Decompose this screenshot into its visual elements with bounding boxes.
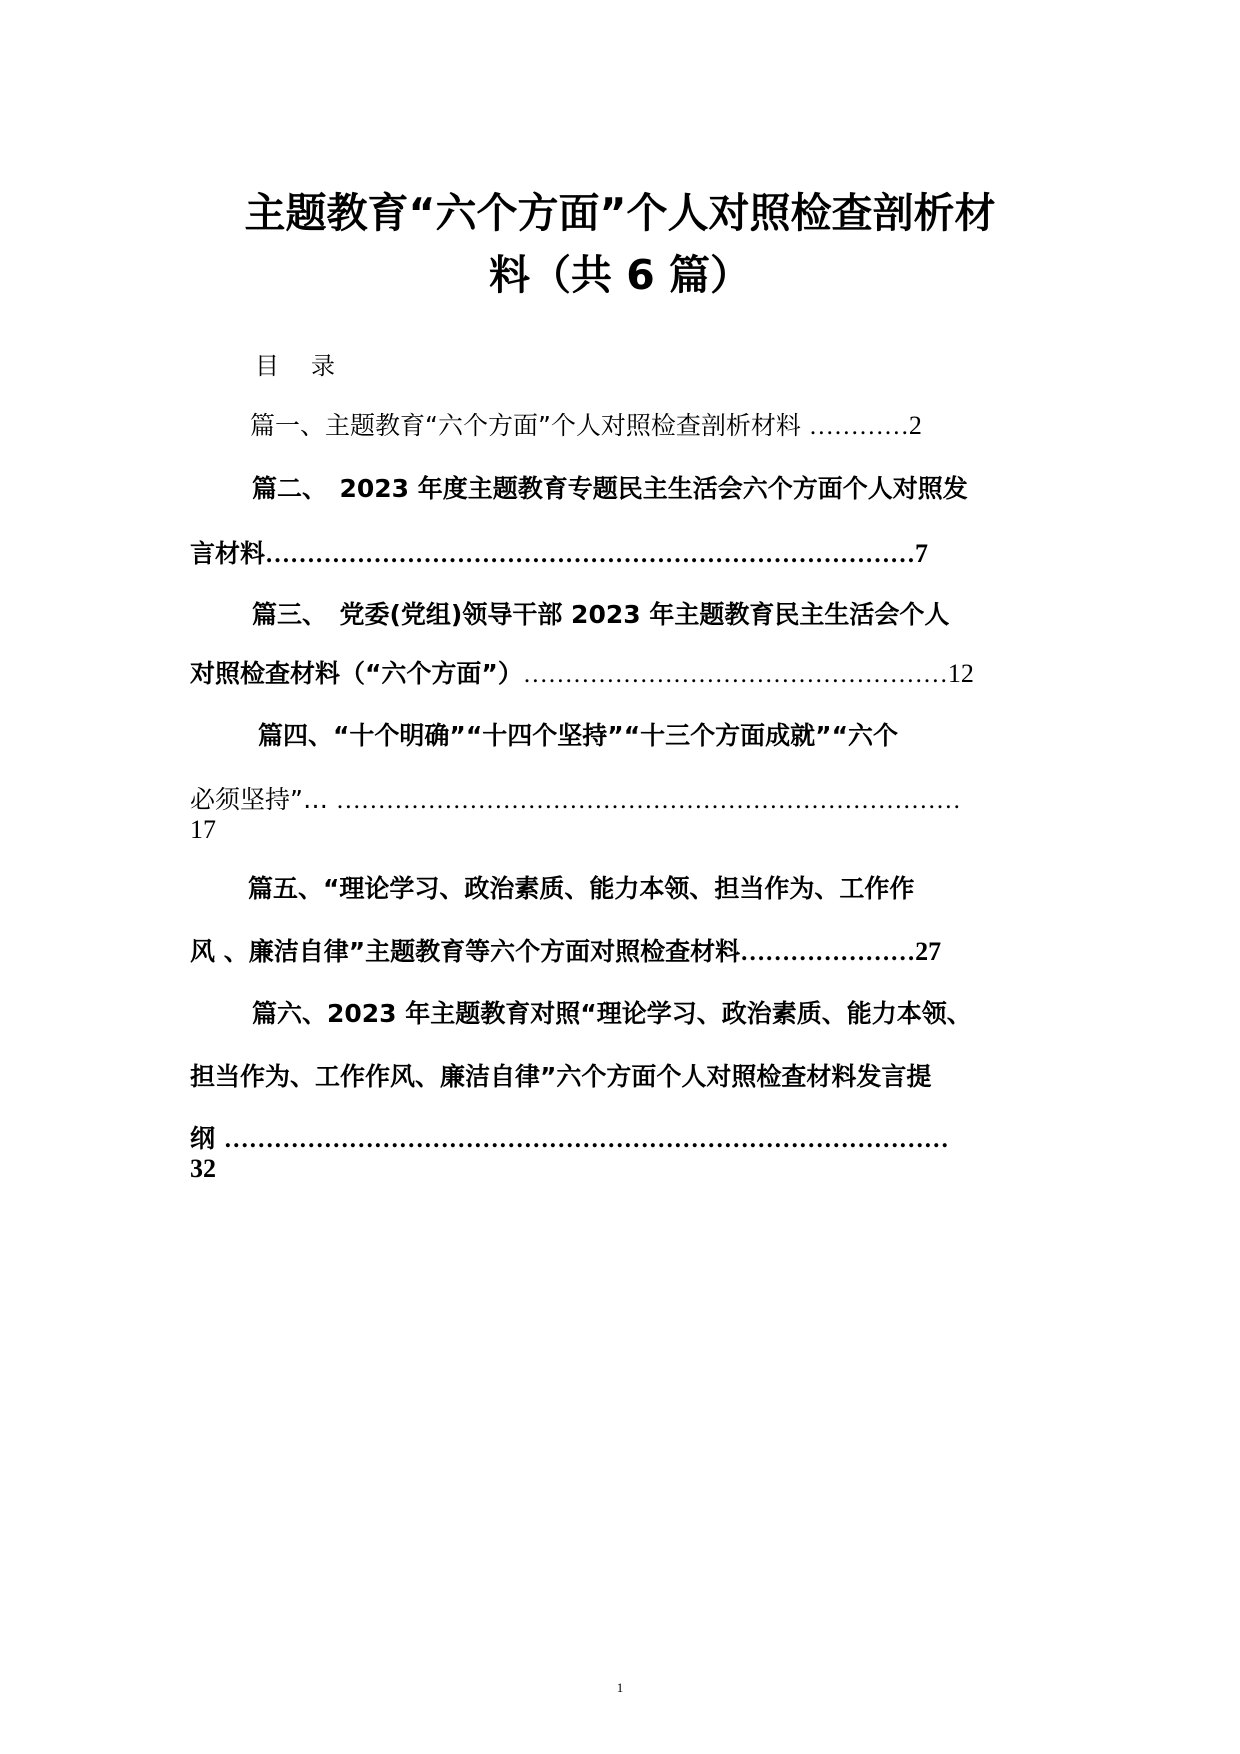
toc-entry-3-text: 对照检查材料（“六个方面”） (190, 659, 523, 688)
toc-entry-3-page: 12 (947, 659, 974, 688)
toc-entry-5-dots: ………………… (740, 939, 916, 966)
toc-entry-4-text: 必须坚持”… (190, 785, 336, 814)
toc-entry-4-page[interactable]: 17 (190, 815, 216, 844)
toc-entry-5-line-2[interactable] (190, 937, 941, 968)
toc-entry-6-line-1[interactable]: 篇六、2023 年主题教育对照“理论学习、政治素质、能力本领、 (252, 999, 972, 1028)
toc-entry-2-page: 7 (915, 539, 929, 568)
toc-entry-1-dots: ………… (808, 413, 909, 440)
title-line-1: 主题教育“六个方面”个人对照检查剖析材 (244, 189, 996, 237)
toc-entry-5-text: 风 、廉洁自律”主题教育等六个方面对照检查材料 (190, 937, 741, 966)
toc-entry-4-line-2[interactable] (190, 785, 961, 816)
toc-entry-5-line-1[interactable]: 篇五、“理论学习、政治素质、能力本领、担当作为、工作作 (248, 874, 915, 903)
toc-entry-1[interactable] (250, 411, 922, 442)
toc-entry-2-line-1[interactable]: 篇二、 2023 年度主题教育专题民主生活会六个方面个人对照发 (252, 474, 968, 503)
toc-entry-6-line-2[interactable]: 担当作为、工作作风、廉洁自律”六个方面个人对照检查材料发言提 (190, 1062, 932, 1091)
toc-entry-3-dots: …………………………………………… (522, 661, 948, 688)
page-number: 1 (616, 1680, 624, 1695)
title-line-2: 料（共 6 篇） (488, 251, 752, 299)
document-title (170, 182, 1070, 306)
toc-entry-6-dots: …………………………………………………………………………… (223, 1126, 949, 1153)
toc-entry-2-line-2[interactable] (190, 539, 928, 570)
toc-entry-6-text: 纲 (190, 1124, 224, 1153)
toc-entry-2-dots: …………………………………………………………………… (265, 541, 916, 568)
toc-entry-2-text: 言材料 (190, 539, 266, 568)
toc-heading: 目录 (255, 352, 367, 380)
toc-entry-4-line-1[interactable]: 篇四、“十个明确”“十四个坚持”“十三个方面成就”“六个 (258, 721, 899, 750)
toc-entry-5-page: 27 (915, 937, 942, 966)
toc-entry-4-dots: ………………………………………………………………… (335, 787, 961, 814)
toc-entry-1-text: 篇一、主题教育“六个方面”个人对照检查剖析材料 (250, 411, 801, 440)
toc-entry-3-line-1[interactable]: 篇三、 党委(党组)领导干部 2023 年主题教育民主生活会个人 (252, 600, 950, 629)
toc-entry-6-page[interactable]: 32 (190, 1154, 216, 1183)
toc-entry-3-line-2[interactable] (190, 659, 974, 690)
toc-entry-6-line-3[interactable] (190, 1124, 949, 1155)
toc-entry-1-page: 2 (908, 411, 922, 440)
